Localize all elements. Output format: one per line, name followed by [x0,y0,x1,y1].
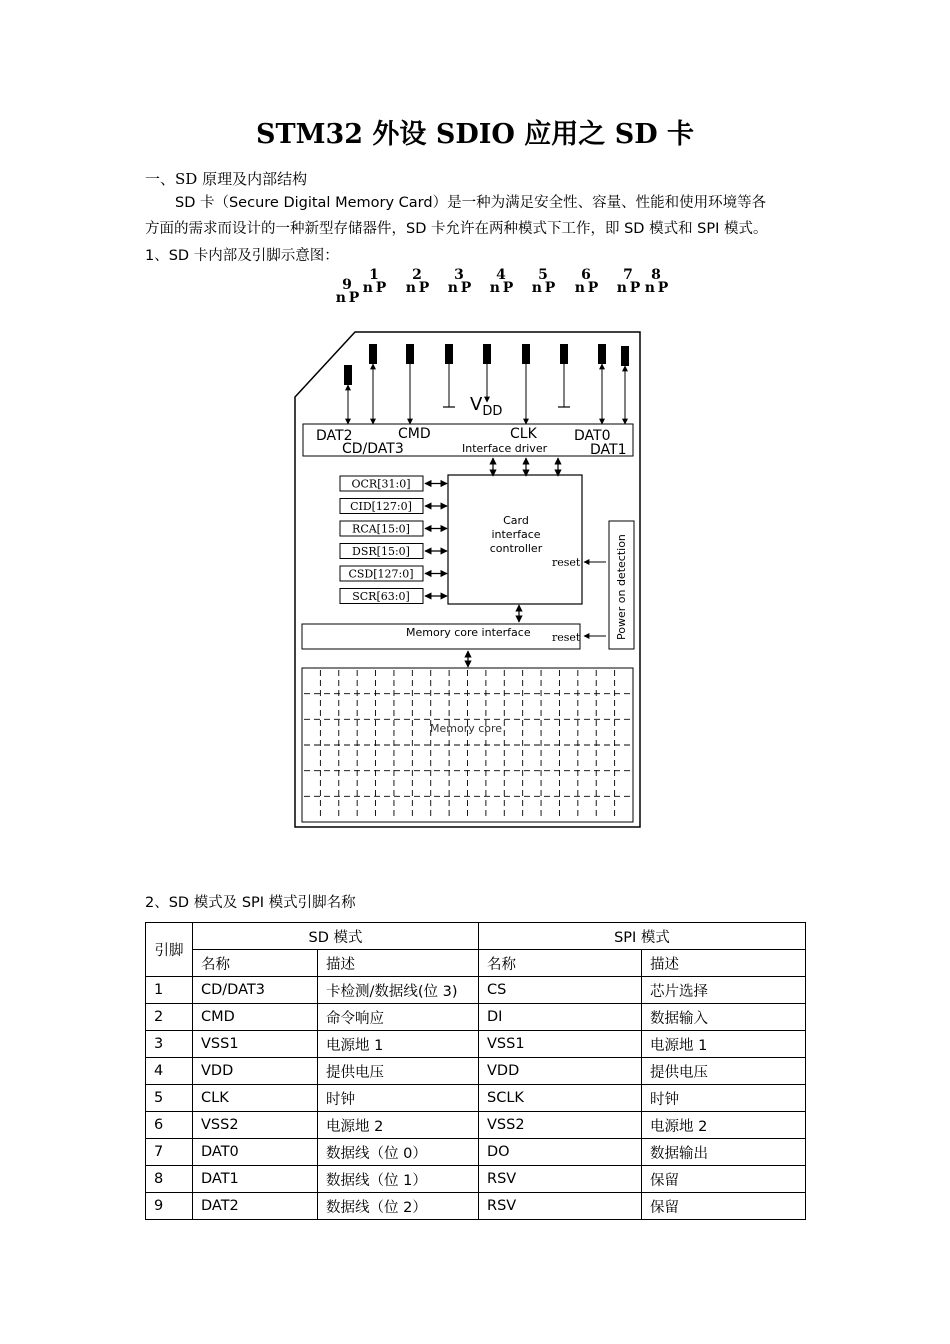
register-label: CID[127:0] [350,500,412,513]
cell-spi-name: RSV [479,1193,642,1220]
cell-pin: 1 [146,977,193,1004]
cell-spi-name: SCLK [479,1085,642,1112]
table-header-row [146,923,806,950]
cell-spi-name: VSS2 [479,1112,642,1139]
pin-label-8: n P [644,280,668,296]
header-pin: 引脚 [146,923,193,977]
pin-contact [522,344,530,364]
cell-pin: 7 [146,1139,193,1166]
memory-core-label: Memory core [430,722,503,735]
table-row [146,1166,806,1193]
cell-spi-desc: 保留 [642,1166,806,1193]
pin-label-6: n P [574,280,598,296]
memory-core-interface-label: Memory core interface [406,626,531,639]
cell-sd-desc: 数据线（位 0） [318,1139,479,1166]
pin-number-1: 1 [369,267,379,283]
table-subheader-row [146,950,806,977]
cell-spi-desc: 芯片选择 [642,977,806,1004]
register-label: CSD[127:0] [348,567,414,581]
pin-number-6: 6 [581,267,591,283]
signal-clk: CLK [510,426,537,442]
cell-sd-desc: 时钟 [318,1085,479,1112]
cell-spi-desc: 电源地 1 [642,1031,806,1058]
subsection-heading-1: 1、SD 卡内部及引脚示意图： [145,248,339,264]
cell-pin: 6 [146,1112,193,1139]
cell-sd-name: VSS2 [193,1112,318,1139]
cell-spi-desc: 时钟 [642,1085,806,1112]
intro-line-2: 方面的需求而设计的一种新型存储器件，SD 卡允许在两种模式下工作，即 SD 模式和 SPI 模式。 [145,221,768,237]
pin-contact [621,346,629,366]
table-row [146,1058,806,1085]
signal-dat2: DAT2 [316,428,353,444]
signal-cd-dat3: CD/DAT3 [342,441,404,457]
cell-sd-name: VDD [193,1058,318,1085]
subsection-heading-2: 2、SD 模式及 SPI 模式引脚名称 [145,895,356,911]
pin-contact [344,365,352,385]
pin-labels [336,267,669,306]
pin-label-5: n P [531,280,555,296]
table-row [146,1112,806,1139]
sd-card-diagram [316,262,668,832]
table-row [146,977,806,1004]
pin-contact [598,344,606,364]
pin-contact [369,344,377,364]
header-spi-name: 名称 [479,950,642,977]
signal-cmd: CMD [398,426,431,442]
pin-number-8: 8 [651,267,661,283]
intro-paragraph [145,190,810,242]
power-on-detection-label: Power on detection [615,534,628,640]
table-row [146,1085,806,1112]
pin-label-2: n P [405,280,429,296]
pin-label-9: n P [335,290,359,306]
cell-spi-name: CS [479,977,642,1004]
controller-line-2: interface [491,528,541,541]
pin-contact [560,344,568,364]
pin-number-4: 4 [496,267,506,283]
memory-core-grid [304,670,631,820]
cell-sd-name: CLK [193,1085,318,1112]
table-row [146,1193,806,1220]
page-title: STM32 外设 SDIO 应用之 SD 卡 [255,119,695,150]
pin-label-1: n P [362,280,386,296]
pin-contact [483,344,491,364]
register-label: SCR[63:0] [352,590,410,603]
pin-number-7: 7 [623,267,633,283]
cell-pin: 3 [146,1031,193,1058]
controller-line-1: Card [503,514,529,527]
pin-number-9: 9 [342,277,352,293]
cell-sd-desc: 数据线（位 1） [318,1166,479,1193]
cell-spi-name: DO [479,1139,642,1166]
cell-sd-desc: 数据线（位 2） [318,1193,479,1220]
table-row [146,1139,806,1166]
controller-line-3: controller [489,542,543,555]
cell-sd-name: CD/DAT3 [193,977,318,1004]
cell-spi-name: DI [479,1004,642,1031]
cell-pin: 9 [146,1193,193,1220]
register-list [340,476,447,604]
controller-reset-label: reset [552,556,581,569]
cell-spi-name: RSV [479,1166,642,1193]
header-sd-name: 名称 [193,950,318,977]
pin-label-4: n P [489,280,513,296]
cell-sd-desc: 电源地 1 [318,1031,479,1058]
section-heading: 一、SD 原理及内部结构 [145,170,308,188]
signal-dat1: DAT1 [590,442,627,458]
cell-spi-name: VSS1 [479,1031,642,1058]
register-label: RCA[15:0] [352,522,410,536]
register-label: DSR[15:0] [352,545,410,558]
cell-sd-desc: 提供电压 [318,1058,479,1085]
cell-pin: 8 [146,1166,193,1193]
cell-spi-desc: 数据输入 [642,1004,806,1031]
cell-sd-name: DAT1 [193,1166,318,1193]
header-sd-mode: SD 模式 [193,923,479,950]
pin-label-3: n P [447,280,471,296]
pin-number-5: 5 [538,267,548,283]
cell-sd-name: DAT0 [193,1139,318,1166]
cell-sd-name: VSS1 [193,1031,318,1058]
cell-pin: 4 [146,1058,193,1085]
cell-spi-name: VDD [479,1058,642,1085]
signal-dat0: DAT0 [574,428,611,444]
intro-line-1: SD 卡（Secure Digital Memory Card）是一种为满足安全性、容量、性能和使用环境等各 [175,195,767,211]
interface-driver-label: Interface driver [462,442,548,455]
cell-sd-name: CMD [193,1004,318,1031]
pin-contact [406,344,414,364]
header-sd-desc: 描述 [318,950,479,977]
cell-spi-desc: 数据输出 [642,1139,806,1166]
pin-number-3: 3 [454,267,464,283]
cell-spi-desc: 保留 [642,1193,806,1220]
header-spi-mode: SPI 模式 [479,923,806,950]
table-row [146,1031,806,1058]
cell-spi-desc: 提供电压 [642,1058,806,1085]
vdd-label: $V_{DD}$ [470,394,503,419]
pin-contact [445,344,453,364]
pin-label-7: n P [616,280,640,296]
cell-pin: 2 [146,1004,193,1031]
pin-number-2: 2 [412,267,422,283]
pin-table [145,922,806,1220]
header-spi-desc: 描述 [642,950,806,977]
interface-reset-label: reset [552,631,581,644]
table-row [146,1004,806,1031]
cell-sd-name: DAT2 [193,1193,318,1220]
register-label: OCR[31:0] [351,477,411,491]
cell-sd-desc: 电源地 2 [318,1112,479,1139]
cell-sd-desc: 命令响应 [318,1004,479,1031]
cell-spi-desc: 电源地 2 [642,1112,806,1139]
cell-sd-desc: 卡检测/数据线(位 3) [318,977,479,1004]
cell-pin: 5 [146,1085,193,1112]
